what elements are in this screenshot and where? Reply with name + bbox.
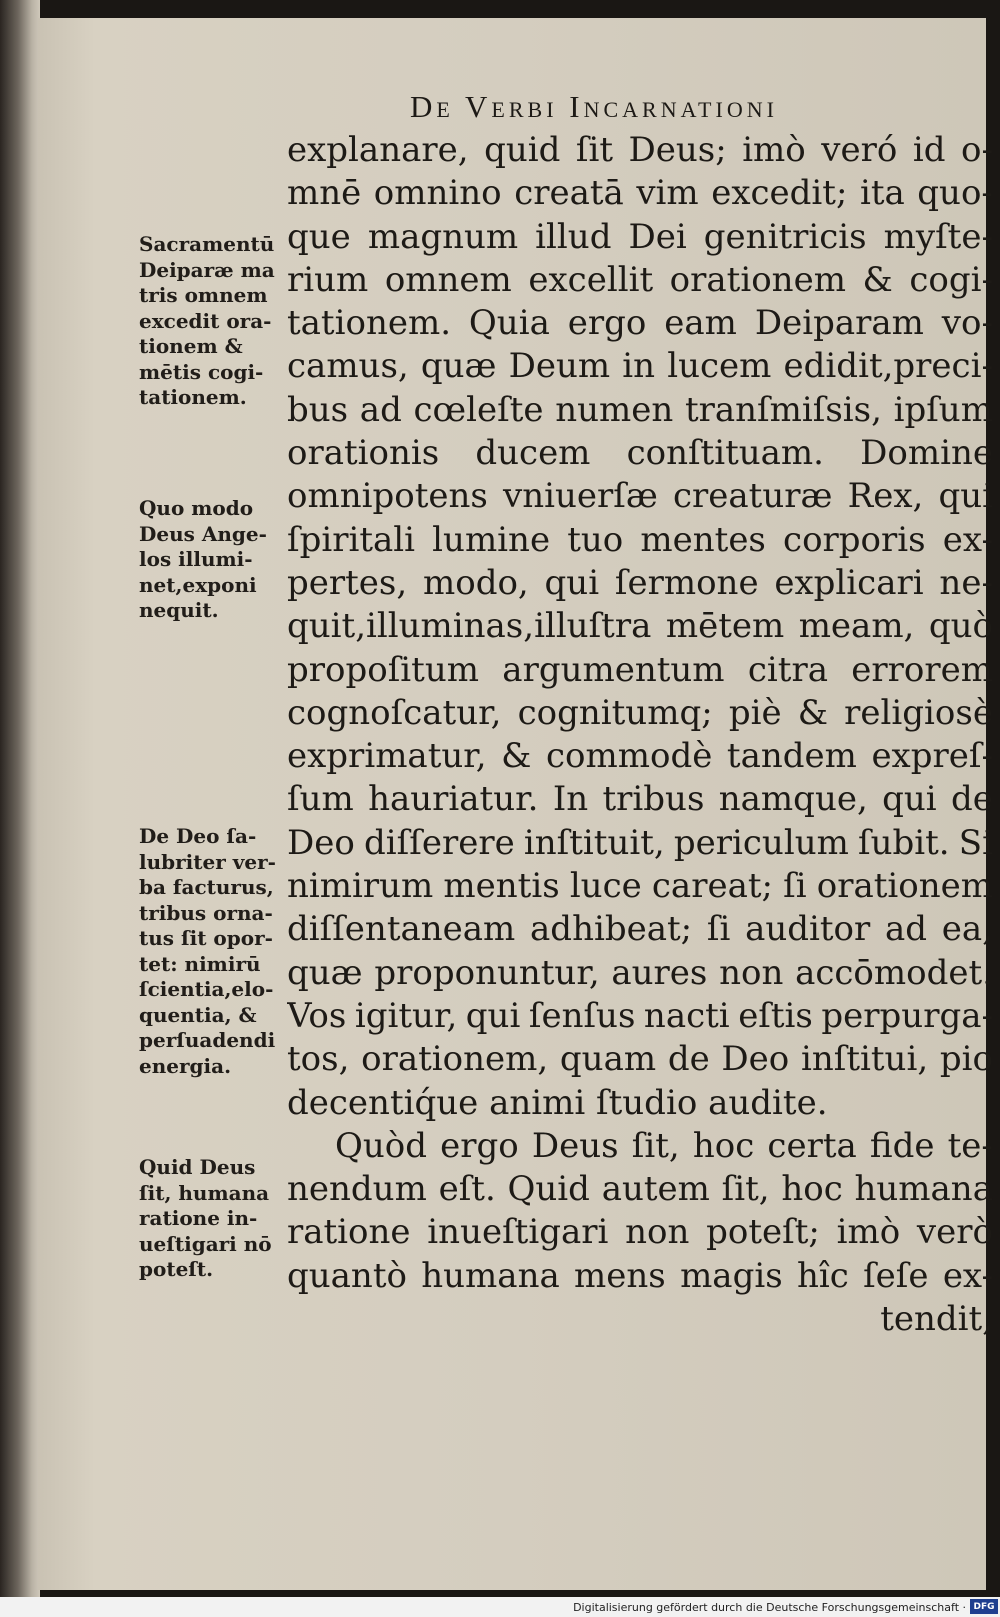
body-line xyxy=(287,605,993,648)
body-line xyxy=(287,562,993,605)
body-line: decentiq́ue animi ſtudio audite. xyxy=(287,1082,828,1123)
word: numen xyxy=(555,389,674,430)
margin-note xyxy=(139,824,289,1079)
word: de xyxy=(951,779,993,820)
word: ſit xyxy=(575,130,613,170)
word: religiosè xyxy=(844,692,993,733)
word: humana xyxy=(421,1255,560,1296)
word: mentes xyxy=(640,519,766,560)
word: qui xyxy=(465,995,521,1036)
word: periculum xyxy=(673,822,849,863)
word: omnem xyxy=(384,259,512,300)
word: cogi- xyxy=(909,259,993,300)
word: accōmodet. xyxy=(795,952,993,993)
word: ipſum xyxy=(893,389,993,430)
body-line xyxy=(287,1125,993,1168)
word: expreſ- xyxy=(871,736,993,777)
margin-note-line: tris omnem xyxy=(139,283,268,307)
word: eſtis xyxy=(738,995,813,1036)
word: creaturæ xyxy=(672,476,833,517)
word: mentis xyxy=(443,866,560,907)
word: quantò xyxy=(287,1255,407,1296)
margin-note xyxy=(139,232,289,411)
word: meam, xyxy=(798,606,915,647)
word: vo- xyxy=(941,303,993,344)
word: quæ xyxy=(420,346,497,387)
word: ſit, xyxy=(631,1125,680,1166)
word: hoc xyxy=(692,1125,755,1166)
running-head: De Verbi Incarnationi xyxy=(410,89,778,124)
catchword: tendit, xyxy=(880,1299,993,1340)
word: corporis xyxy=(783,519,926,560)
word: igitur, xyxy=(354,995,458,1036)
word: ex- xyxy=(942,1255,993,1296)
word: tationem. xyxy=(287,303,452,344)
word: bus xyxy=(287,389,349,430)
word: propoſitum xyxy=(287,649,479,690)
word: que xyxy=(287,216,351,257)
body-line xyxy=(287,172,993,215)
word: id xyxy=(912,130,946,170)
margin-note-line: Deus Ange- xyxy=(139,521,267,546)
word: quo- xyxy=(917,173,993,214)
word: nendum xyxy=(287,1169,427,1210)
margin-note-line: tionem & xyxy=(139,334,243,358)
book-page xyxy=(38,18,993,1590)
word: & xyxy=(797,692,829,733)
word: explanare, xyxy=(287,130,469,170)
margin-note-line: Sacramentū xyxy=(139,232,275,256)
word: genitricis xyxy=(703,216,867,257)
body-text xyxy=(287,129,993,1341)
word: ſi xyxy=(783,866,807,907)
body-line xyxy=(287,475,993,518)
word: Dei xyxy=(628,216,687,257)
word: qui xyxy=(544,562,600,603)
word: ſermone xyxy=(614,562,759,603)
word: lumine xyxy=(432,519,551,560)
word: mens xyxy=(574,1255,666,1296)
word: te- xyxy=(947,1125,993,1166)
word: tuo xyxy=(567,519,624,560)
word: auditor xyxy=(745,909,871,950)
word: orationem xyxy=(669,259,846,300)
body-line xyxy=(287,389,993,432)
word: vim xyxy=(636,173,699,214)
body-line xyxy=(287,259,993,302)
word: diſſerere xyxy=(364,822,515,863)
word: conſtituam. xyxy=(626,433,824,474)
word: edidit,preci- xyxy=(783,346,993,387)
word: ſi xyxy=(706,909,731,950)
word: magnum xyxy=(367,216,519,257)
word: de xyxy=(667,1039,710,1080)
word: creatā xyxy=(514,173,624,214)
word: Domine xyxy=(860,433,993,474)
word: o- xyxy=(960,130,993,170)
word: Deo xyxy=(721,1039,790,1080)
word: hoc xyxy=(781,1169,843,1210)
word: ne- xyxy=(939,562,993,603)
word: careat; xyxy=(651,866,773,907)
body-line xyxy=(287,129,993,172)
margin-note-line: ſcientia,elo- xyxy=(139,977,274,1001)
word: mnē xyxy=(287,173,362,214)
margin-note-line: excedit ora- xyxy=(139,308,272,333)
word: hîc xyxy=(796,1255,849,1296)
word: ſpiritali xyxy=(287,519,416,560)
word: lucem xyxy=(667,346,772,387)
word: imò xyxy=(742,130,806,170)
margin-note-line: Deiparæ ma xyxy=(139,257,275,282)
margin-note-line: Quo modo xyxy=(139,496,254,520)
word: nimirum xyxy=(287,866,434,907)
word: rium xyxy=(287,259,369,300)
margin-note-line: energia. xyxy=(139,1053,232,1078)
word: omnino xyxy=(373,173,502,214)
word: humana xyxy=(854,1169,993,1210)
word: orationem, xyxy=(361,1039,549,1080)
word: tribus xyxy=(602,779,705,820)
word: pio xyxy=(939,1039,993,1080)
word: ſubit. xyxy=(858,822,950,863)
margin-note-line: tationem. xyxy=(139,385,247,409)
word: cœleſte xyxy=(413,389,544,430)
body-line xyxy=(287,995,993,1038)
word: inſtituit, xyxy=(523,822,665,863)
word: quò xyxy=(928,606,993,647)
body-line xyxy=(287,1038,993,1081)
word: ſenſus xyxy=(528,995,636,1036)
footer-credit: Digitalisierung gefördert durch die Deutsche Forschungsgemeinschaft · xyxy=(573,1601,966,1614)
word: cognitumq; xyxy=(517,692,713,733)
body-line xyxy=(287,1211,993,1254)
word: ſum xyxy=(287,779,354,820)
word: ſit, xyxy=(721,1169,770,1210)
word: Deo xyxy=(287,822,355,863)
word: tranſmiſsis, xyxy=(684,389,882,430)
word: Quòd xyxy=(335,1125,428,1166)
word: excedit; xyxy=(711,173,848,214)
word: Quia xyxy=(468,303,550,344)
word: qui xyxy=(938,476,993,517)
margin-note-line: ueſtigari nō xyxy=(139,1231,272,1256)
word: citra xyxy=(747,649,828,690)
book-spine-shadow xyxy=(0,0,40,1597)
word: Deiparam xyxy=(754,303,924,344)
word: quit,illuminas,illuſtra xyxy=(287,606,652,647)
margin-note-line: nequit. xyxy=(139,598,219,622)
margin-note-line: los illumi- xyxy=(139,547,253,571)
word: Deus; xyxy=(628,130,727,170)
word: errorem xyxy=(851,649,993,690)
word: orationis xyxy=(287,433,440,474)
margin-note-line: tet: nimirū xyxy=(139,951,261,976)
body-line xyxy=(287,216,993,259)
word: myſte- xyxy=(883,216,993,257)
margin-note-line: tribus orna- xyxy=(139,900,273,925)
margin-note-line: ſit, humana xyxy=(139,1180,270,1205)
word: inſtitui, xyxy=(801,1039,929,1080)
word: hauriatur. xyxy=(368,779,539,820)
margin-note-line: tus ſit opor- xyxy=(139,926,273,950)
word: cognoſcatur, xyxy=(287,692,502,733)
word: piè xyxy=(728,692,782,733)
word: Deum xyxy=(508,346,611,387)
word: namque, xyxy=(718,779,868,820)
word: camus, xyxy=(287,346,409,387)
word: ergo xyxy=(567,303,647,344)
word: Vos xyxy=(287,995,347,1036)
word: luce xyxy=(569,866,642,907)
body-line xyxy=(287,952,993,995)
word: orationem xyxy=(816,866,993,907)
word: ea, xyxy=(941,909,993,950)
word: modo, xyxy=(422,562,529,603)
word: veró xyxy=(821,130,898,170)
margin-note-line: mētis cogi- xyxy=(139,359,264,384)
body-line xyxy=(287,432,993,475)
word: tandem xyxy=(726,736,857,777)
dfg-logo: DFG xyxy=(970,1599,998,1614)
body-line xyxy=(287,649,993,692)
word: pertes, xyxy=(287,562,408,603)
word: non xyxy=(719,952,784,993)
word: nacti xyxy=(643,995,730,1036)
word: illud xyxy=(535,216,612,257)
body-line xyxy=(287,822,993,865)
word: quæ xyxy=(287,952,363,993)
word: quid xyxy=(484,130,561,170)
word: aures xyxy=(611,952,708,993)
body-line xyxy=(287,1168,993,1211)
word: excellit xyxy=(528,259,654,300)
word: explicari xyxy=(774,562,924,603)
margin-note xyxy=(139,1155,289,1283)
word: non xyxy=(625,1212,690,1253)
word: Quid xyxy=(507,1169,590,1210)
body-line xyxy=(287,692,993,735)
digitization-footer xyxy=(0,1597,1000,1617)
word: vniuerſæ xyxy=(503,476,658,517)
word: quam xyxy=(559,1039,657,1080)
word: perpurga- xyxy=(821,995,993,1036)
word: Deus xyxy=(531,1125,619,1166)
word: poteſt; xyxy=(706,1212,820,1253)
word: exprimatur, xyxy=(287,736,487,777)
word: & xyxy=(862,259,893,300)
body-line xyxy=(287,519,993,562)
body-line xyxy=(287,778,993,821)
word: commodè xyxy=(545,736,713,777)
body-line xyxy=(287,1255,993,1298)
word: ita xyxy=(859,173,905,214)
word: ducem xyxy=(475,433,591,474)
word: certa xyxy=(767,1125,857,1166)
body-line xyxy=(287,735,993,778)
margin-note-line: Quid Deus xyxy=(139,1155,256,1179)
word: magis xyxy=(680,1255,783,1296)
word: verò xyxy=(916,1212,993,1253)
word: eam xyxy=(664,303,737,344)
word: omnipotens xyxy=(287,476,488,517)
word: ſeſe xyxy=(863,1255,929,1296)
margin-note-line: perſuadendi xyxy=(139,1028,276,1052)
word: ratione xyxy=(287,1212,411,1253)
word: mētem xyxy=(665,606,785,647)
word: ad xyxy=(885,909,928,950)
word: qui xyxy=(882,779,937,820)
margin-note-line: quentia, & xyxy=(139,1002,257,1027)
word: adhibeat; xyxy=(530,909,693,950)
word: inueſtigari xyxy=(427,1212,609,1253)
word: & xyxy=(501,736,532,777)
body-line xyxy=(287,908,993,951)
word: tos, xyxy=(287,1039,350,1080)
word: Rex, xyxy=(847,476,924,517)
body-line xyxy=(287,345,993,388)
margin-note xyxy=(139,496,289,624)
word: diſſentaneam xyxy=(287,909,516,950)
word: eſt. xyxy=(438,1169,496,1210)
margin-note-line: ba facturus, xyxy=(139,875,274,899)
word: proponuntur, xyxy=(374,952,600,993)
word: ergo xyxy=(440,1125,519,1166)
body-line xyxy=(287,865,993,908)
margin-note-line: poteſt. xyxy=(139,1257,214,1281)
margin-note-line: De Deo ſa- xyxy=(139,824,257,848)
word: Si xyxy=(958,822,993,863)
margin-note-line: lubriter ver- xyxy=(139,849,276,874)
word: ad xyxy=(359,389,402,430)
body-line xyxy=(287,302,993,345)
word: ex- xyxy=(942,519,993,560)
word: In xyxy=(552,779,589,820)
word: argumentum xyxy=(502,649,725,690)
word: in xyxy=(622,346,656,387)
margin-note-line: net,exponi xyxy=(139,572,257,597)
word: imò xyxy=(836,1212,901,1253)
word: fide xyxy=(869,1125,935,1166)
margin-note-line: ratione in- xyxy=(139,1206,258,1230)
word: autem xyxy=(601,1169,710,1210)
